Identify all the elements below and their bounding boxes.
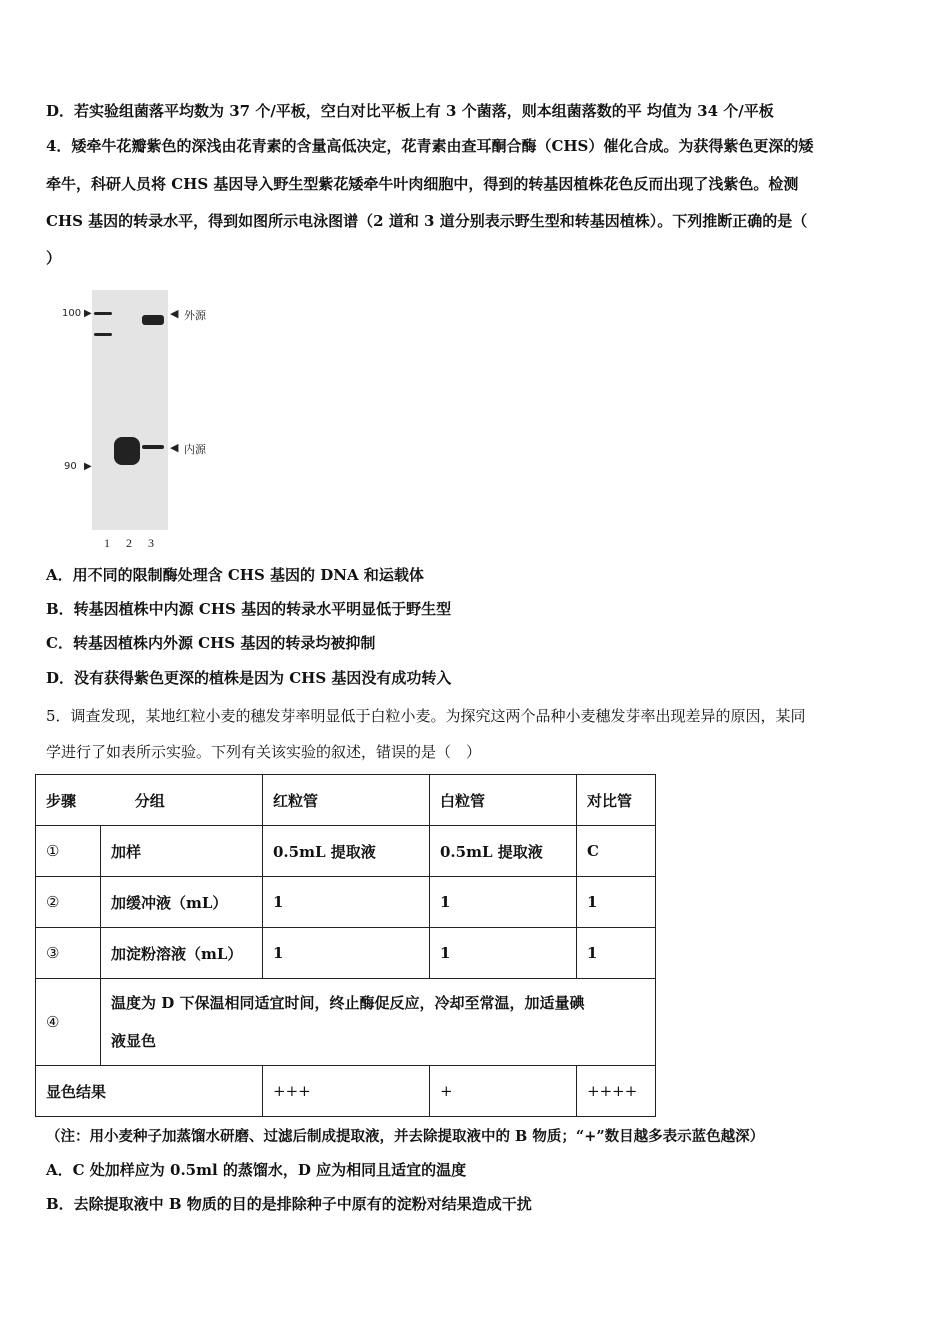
cell-control: 1 bbox=[577, 877, 656, 928]
step-no: ③ bbox=[36, 928, 101, 979]
question-4-line2: 牵牛，科研人员将 CHS 基因导入野生型紫花矮牵牛叶肉细胞中，得到的转基因植株花色反而出现了浅紫色。检测 bbox=[46, 175, 799, 193]
header-step: 步骤 bbox=[46, 791, 77, 810]
option-c: C．转基因植株内外源 CHS 基因的转录均被抑制 bbox=[46, 634, 376, 652]
gel-background bbox=[92, 290, 168, 530]
cell-white: 1 bbox=[430, 928, 577, 979]
step-4-line2: 液显色 bbox=[111, 1032, 157, 1050]
question-5-option-b: B．去除提取液中 B 物质的目的是排除种子中原有的淀粉对结果造成干扰 bbox=[46, 1195, 532, 1213]
lane-label: 1 bbox=[104, 536, 110, 550]
lane-label: 2 bbox=[126, 536, 132, 550]
question-5-option-a: A．C 处加样应为 0.5ml 的蒸馏水，D 应为相同且适宜的温度 bbox=[46, 1161, 467, 1179]
header-control: 对比管 bbox=[577, 775, 656, 826]
header-group: 分组 bbox=[134, 791, 165, 810]
cell-red: 1 bbox=[263, 877, 430, 928]
cell-red: 0.5mL 提取液 bbox=[263, 826, 430, 877]
header-red: 红粒管 bbox=[263, 775, 430, 826]
ladder-band bbox=[94, 333, 112, 336]
option-d-prev: D．若实验组菌落平均数为 37 个/平板，空白对比平板上有 3 个菌落，则本组菌落数的平 均值为 34 个/平板 bbox=[46, 102, 774, 120]
exogenous-band bbox=[142, 315, 164, 325]
step-4-description bbox=[101, 979, 656, 1066]
marker-90-label: 90 bbox=[64, 461, 77, 472]
step-no: ① bbox=[36, 826, 101, 877]
cell-white: 1 bbox=[430, 877, 577, 928]
exogenous-label: 外源 bbox=[184, 309, 206, 322]
endogenous-band-lane3 bbox=[142, 445, 164, 449]
exogenous-arrow-icon: ◀ bbox=[170, 307, 179, 320]
cell-control: 1 bbox=[577, 928, 656, 979]
header-step-group bbox=[36, 775, 263, 826]
step-no: ② bbox=[36, 877, 101, 928]
experiment-table bbox=[35, 774, 656, 1117]
electrophoresis-figure bbox=[60, 290, 220, 560]
option-a: A．用不同的限制酶处理含 CHS 基因的 DNA 和运载体 bbox=[46, 566, 424, 584]
question-4-line3: CHS 基因的转录水平，得到如图所示电泳图谱（2 道和 3 道分别表示野生型和转基因植株）。下列推断正确的是（ bbox=[46, 212, 808, 230]
result-label: 显色结果 bbox=[36, 1066, 263, 1117]
table-row bbox=[36, 1066, 656, 1117]
endogenous-label: 内源 bbox=[184, 443, 206, 456]
table-row bbox=[36, 928, 656, 979]
step-no: ④ bbox=[36, 979, 101, 1066]
cell-white: 0.5mL 提取液 bbox=[430, 826, 577, 877]
table-row bbox=[36, 979, 656, 1066]
endogenous-arrow-icon: ◀ bbox=[170, 441, 179, 454]
marker-100-label: 100 bbox=[62, 308, 82, 319]
result-red: +++ bbox=[263, 1066, 430, 1117]
step-4-line1: 温度为 D 下保温相同适宜时间，终止酶促反应，冷却至常温，加适量碘 bbox=[111, 994, 585, 1012]
lane-label: 3 bbox=[148, 536, 154, 550]
step-op: 加缓冲液（mL） bbox=[101, 877, 263, 928]
question-5-line2: 学进行了如表所示实验。下列有关该实验的叙述，错误的是（ ） bbox=[46, 743, 482, 761]
step-op: 加淀粉溶液（mL） bbox=[101, 928, 263, 979]
header-white: 白粒管 bbox=[430, 775, 577, 826]
question-4-line4: ） bbox=[46, 249, 62, 267]
question-5-line1: 5．调查发现，某地红粒小麦的穗发芽率明显低于白粒小麦。为探究这两个品种小麦穗发芽率出现差异的原因，某同 bbox=[46, 707, 806, 725]
question-4-line1: 4．矮牵牛花瓣紫色的深浅由花青素的含量高低决定，花青素由查耳酮合酶（CHS）催化合成。为获得紫色更深的矮 bbox=[46, 137, 814, 155]
result-control: ++++ bbox=[577, 1066, 656, 1117]
option-b: B．转基因植株中内源 CHS 基因的转录水平明显低于野生型 bbox=[46, 600, 452, 618]
cell-control: C bbox=[577, 826, 656, 877]
table-row bbox=[36, 826, 656, 877]
cell-red: 1 bbox=[263, 928, 430, 979]
marker-arrow-icon: ▶ bbox=[84, 461, 92, 472]
option-d: D．没有获得紫色更深的植株是因为 CHS 基因没有成功转入 bbox=[46, 669, 452, 687]
table-header-row bbox=[36, 775, 656, 826]
table-note: （注：用小麦种子加蒸馏水研磨、过滤后制成提取液，并去除提取液中的 B 物质；“+”数目越多表示蓝色越深） bbox=[46, 1128, 765, 1145]
marker-arrow-icon: ▶ bbox=[84, 308, 92, 319]
result-white: + bbox=[430, 1066, 577, 1117]
ladder-band bbox=[94, 312, 112, 315]
table-row bbox=[36, 877, 656, 928]
endogenous-band-lane2 bbox=[114, 437, 140, 465]
step-op: 加样 bbox=[101, 826, 263, 877]
